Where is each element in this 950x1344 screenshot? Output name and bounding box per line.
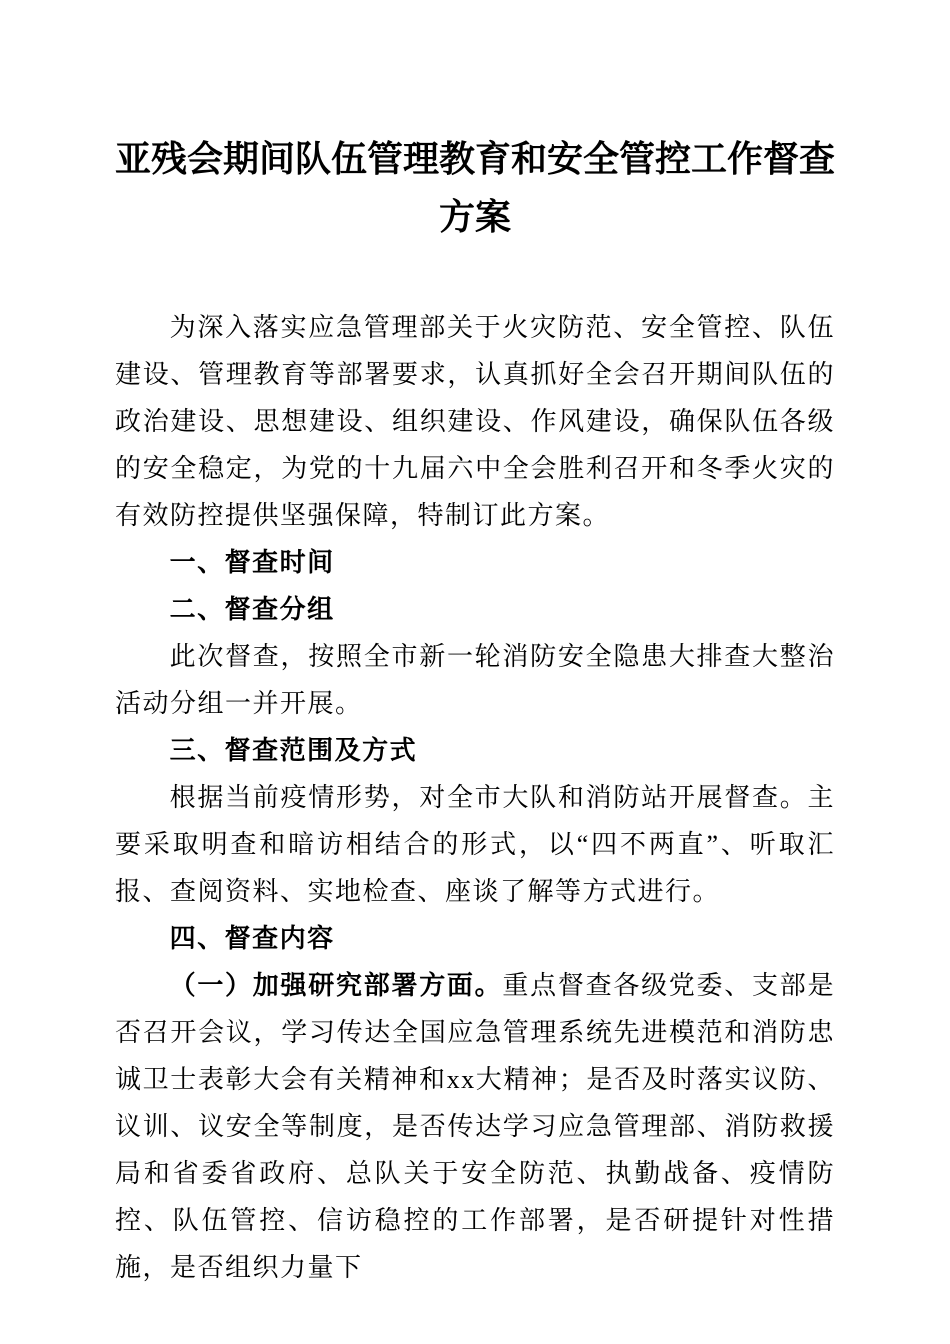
document-title: 亚残会期间队伍管理教育和安全管控工作督查方案 <box>115 139 836 237</box>
intro-paragraph: 为深入落实应急管理部关于火灾防范、安全管控、队伍建设、管理教育等部署要求，认真抓好全会召开期间队伍的政治建设、思想建设、组织建设、作风建设，确保队伍各级的安全稳定，为党的十九届六中全会胜利召开和冬季火灾的有效防控提供坚强保障，特制订此方案。 <box>115 313 835 530</box>
section-heading-4: 四、督查内容 <box>169 923 335 953</box>
section-heading-2: 二、督查分组 <box>169 594 335 624</box>
section-heading-1: 一、督查时间 <box>169 547 335 577</box>
item-lead-label: （一）加强研究部署方面。 <box>169 971 503 1000</box>
section-body-2: 此次督查，按照全市新一轮消防安全隐患大排查大整治活动分组一并开展。 <box>115 642 835 718</box>
section-4-item-1 <box>115 962 835 1291</box>
section-heading-3: 三、督查范围及方式 <box>169 735 418 765</box>
item-body-text: 重点督查各级党委、支部是否召开会议，学习传达全国应急管理系统先进模范和消防忠诚卫士表彰大会有关精神和xx大精神；是否及时落实议防、议训、议安全等制度，是否传达学习应急管理部、消防救援局和省委省政府、总队关于安全防范、执勤战备、疫情防控、队伍管控、信访稳控的工作部署，是否研提针对性措施，是否组织力量下 <box>115 971 835 1282</box>
section-body-3: 根据当前疫情形势，对全市大队和消防站开展督查。主要采取明查和暗访相结合的形式，以“四不两直”、听取汇报、查阅资料、实地检查、座谈了解等方式进行。 <box>115 783 835 906</box>
